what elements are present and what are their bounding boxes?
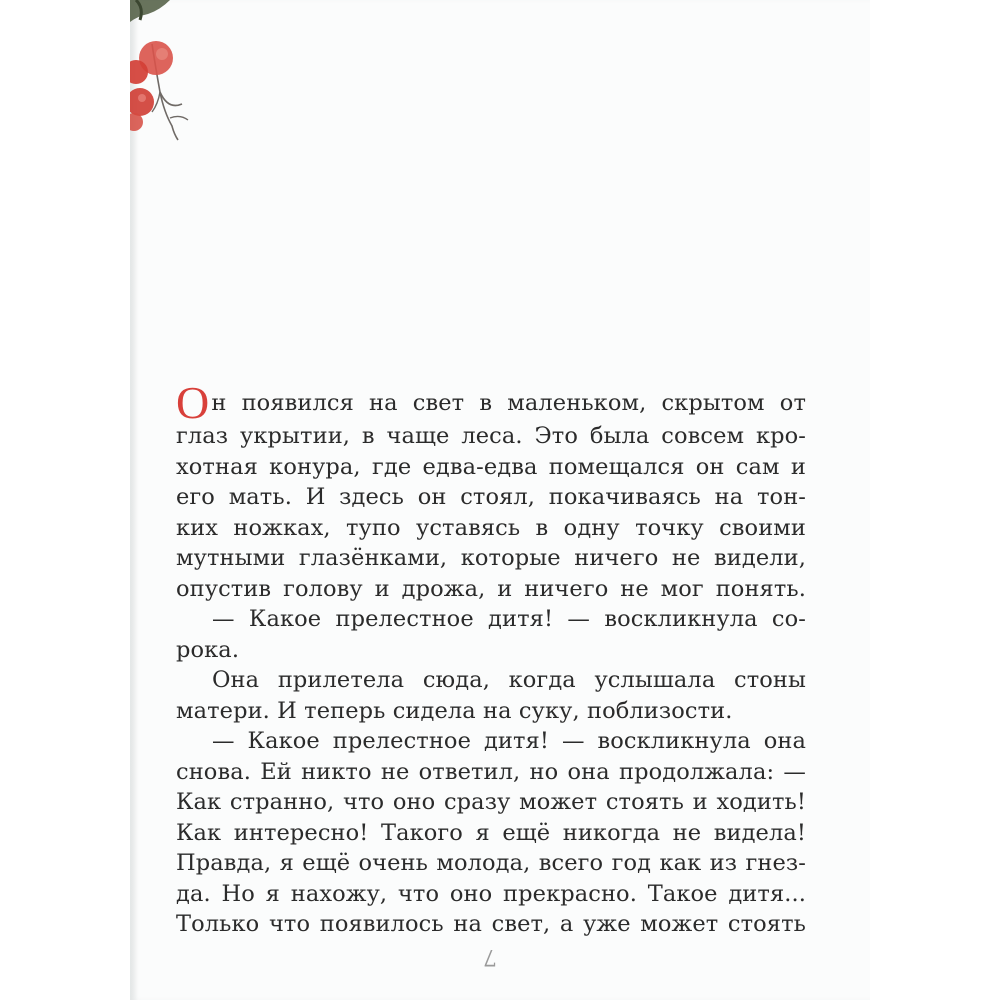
text-line: матери. И теперь сидела на суку, поблизости. bbox=[176, 697, 733, 724]
text-line: Он появился на свет в маленьком, скрытом от bbox=[176, 377, 806, 428]
drop-cap: О bbox=[176, 377, 210, 428]
text-line: Правда, я ещё очень молода, всего год как из гнез- bbox=[176, 850, 806, 876]
page-spine-shadow bbox=[130, 0, 138, 1000]
text-line: Она прилетела сюда, когда услышала стоны bbox=[212, 667, 806, 693]
text-line: рока. bbox=[176, 636, 240, 663]
text-line: снова. Ей никто не ответил, но она продолжала: — bbox=[176, 758, 806, 785]
text-line: — Какое прелестное дитя! — воскликнула она bbox=[212, 728, 806, 754]
text-line: Как странно, что оно сразу может стоять и ходить! bbox=[176, 789, 806, 815]
text-line: ких ножках, тупо уставясь в одну точку своими bbox=[176, 514, 806, 541]
text-line: — Какое прелестное дитя! — воскликнула со- bbox=[212, 606, 806, 632]
body-text bbox=[176, 377, 806, 940]
text-line: глаз укрытии, в чаще леса. Это была совсем кро- bbox=[176, 423, 806, 449]
text-line: его мать. И здесь он стоял, покачиваясь на тон- bbox=[176, 484, 806, 510]
text-line: Только что появилось на свет, а уже может стоять bbox=[176, 911, 806, 937]
text-line: да. Но я нахожу, что оно прекрасно. Такое дитя... bbox=[176, 880, 806, 907]
text-line: хотная конура, где едва-едва помещался он сам и bbox=[176, 453, 806, 480]
rowan-berries-illustration bbox=[130, 0, 210, 145]
text-line: мутными глазёнками, которые ничего не видели, bbox=[176, 545, 806, 571]
text-line: Как интересно! Такого я ещё никогда не видела! bbox=[176, 819, 806, 846]
page-number: 7 bbox=[483, 944, 497, 969]
text-line: опустив голову и дрожа, и ничего не мог понять. bbox=[176, 575, 806, 602]
